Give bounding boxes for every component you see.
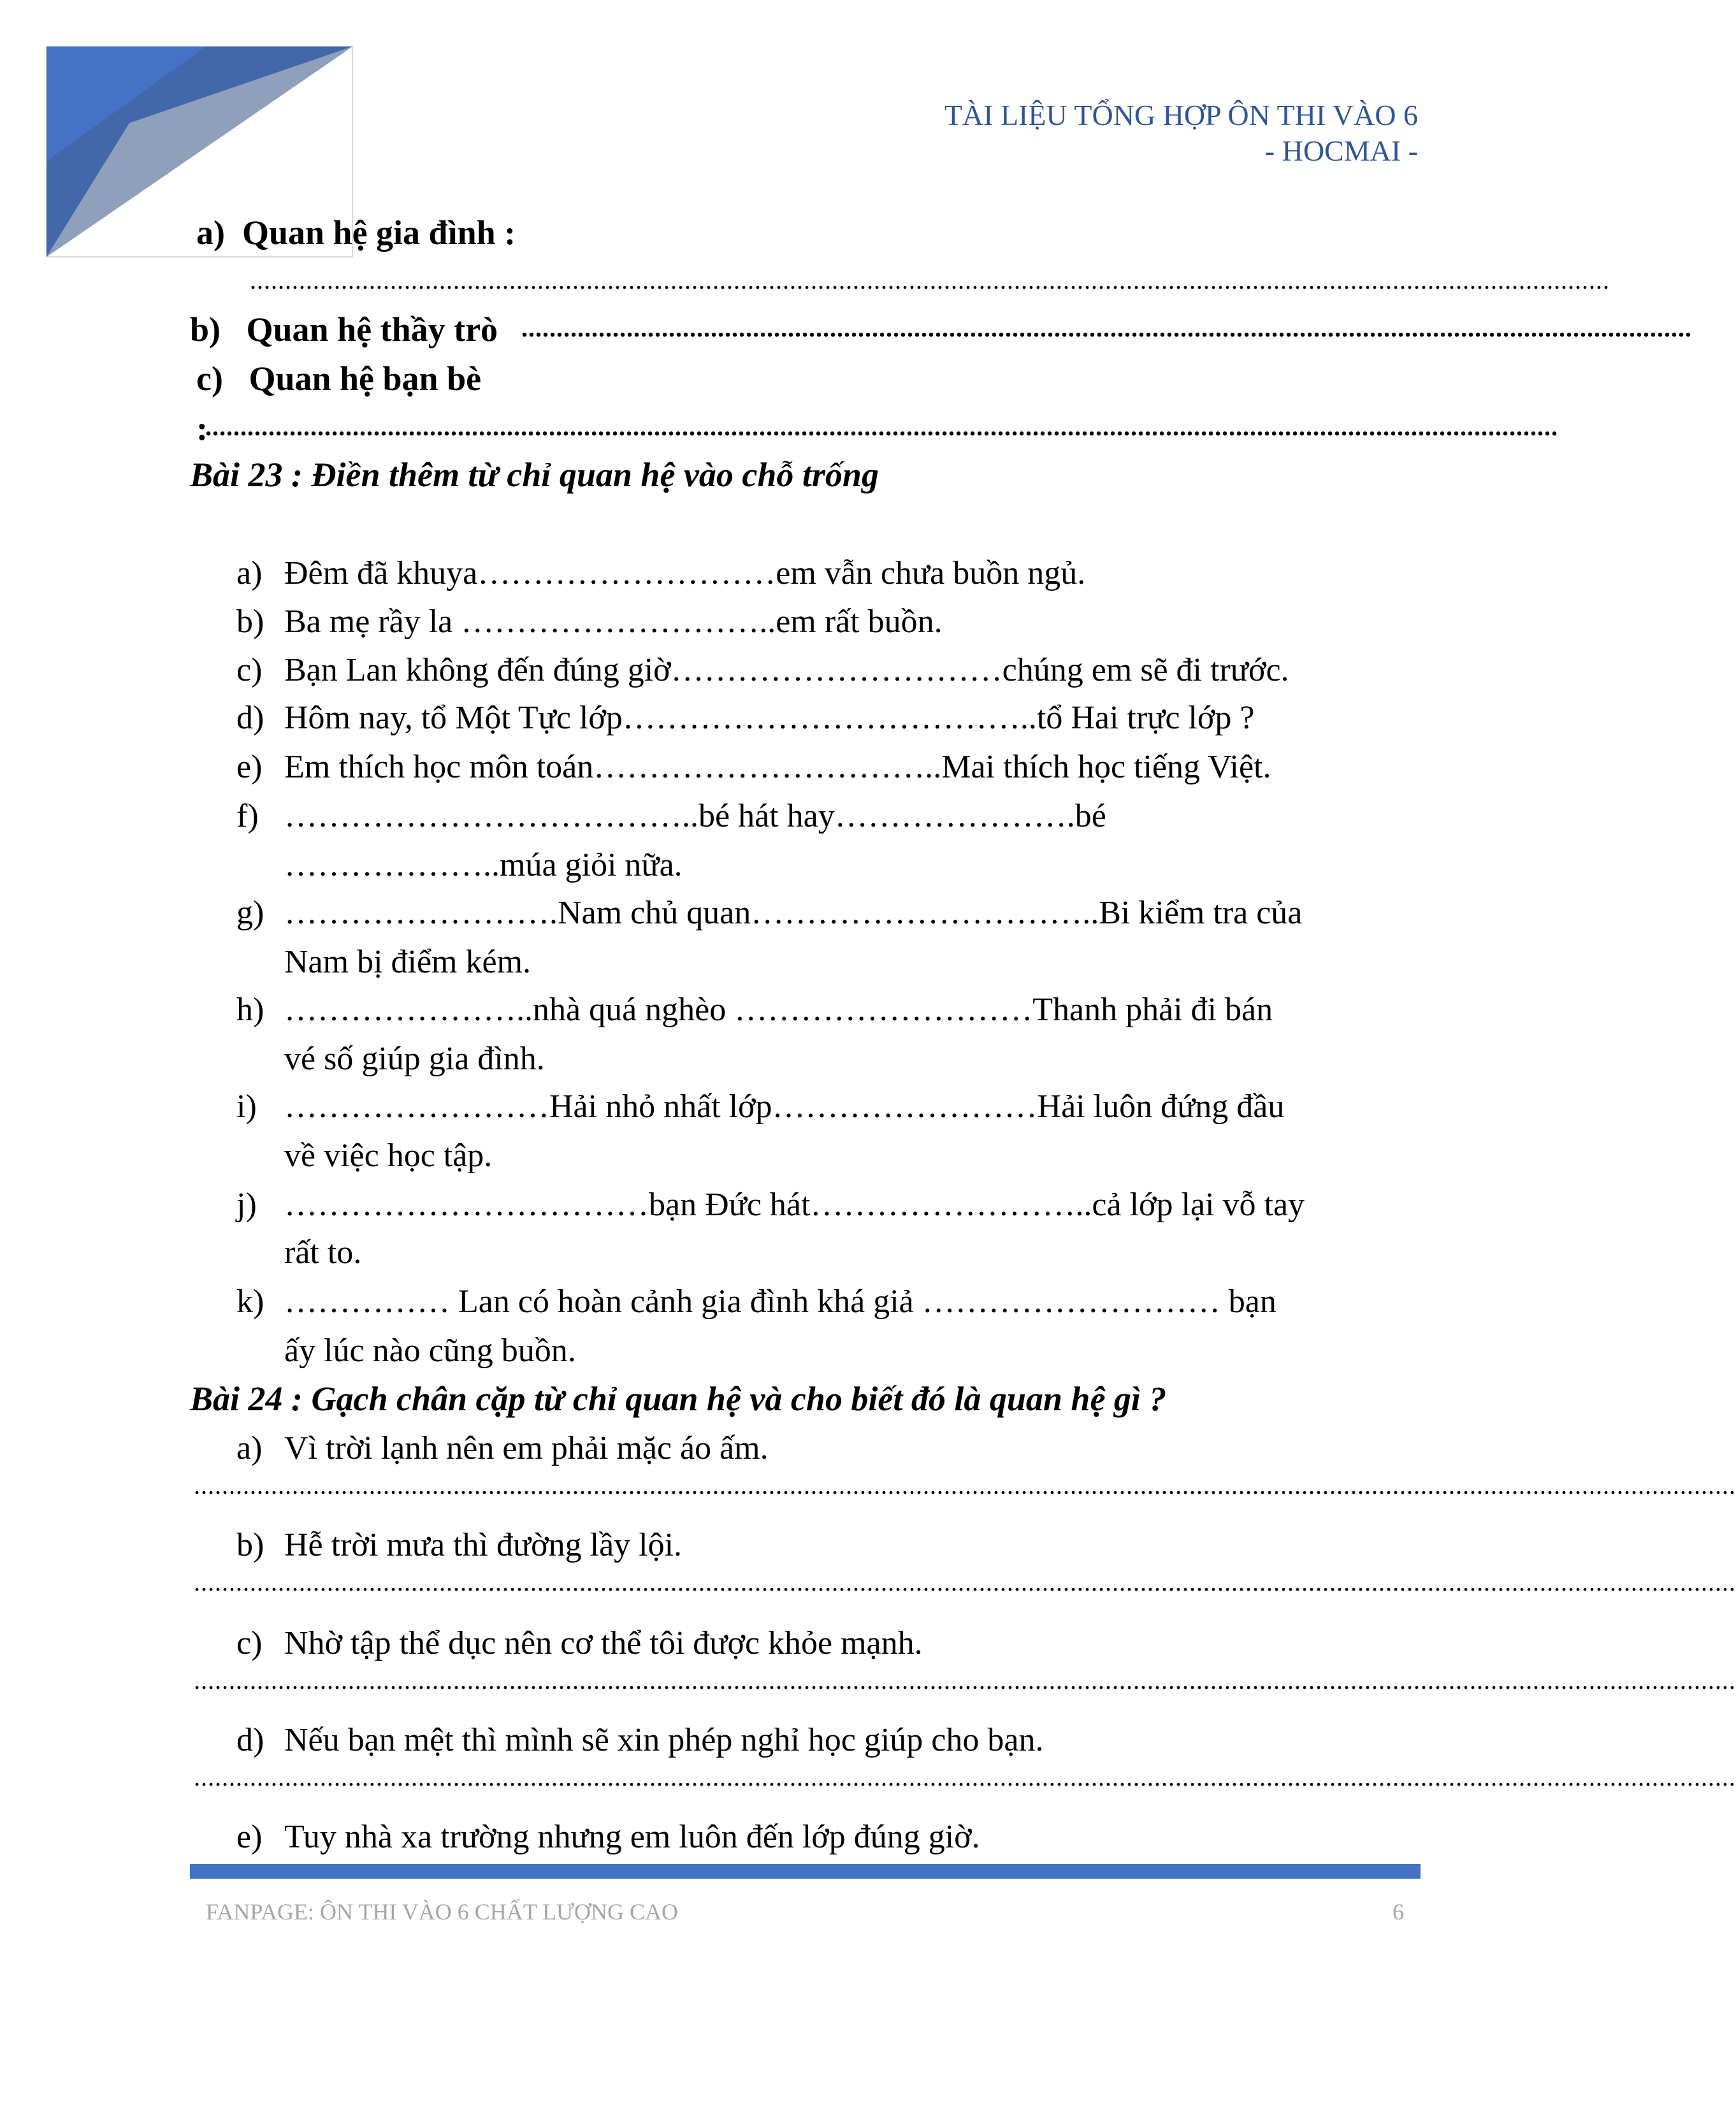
item-label: d) (236, 700, 264, 736)
item-text: …………… Lan có hoàn cảnh gia đình khá giả ……………………… bạn (284, 1283, 1277, 1320)
item-label: f) (236, 798, 259, 834)
item-text: Ba mẹ rầy la ………………………..em rất buồn. (284, 603, 943, 640)
answer-line: .................................................................................................................................................................................................. (250, 266, 1610, 294)
item-label: b) (236, 603, 264, 640)
exercise-23-title: Bài 23 : Điền thêm từ chỉ quan hệ vào chỗ trống (190, 456, 879, 494)
item-a-family (196, 215, 516, 250)
answer-line: ............................................................................................................................................................................................................................ (194, 1763, 1736, 1791)
item-label: j) (236, 1187, 257, 1223)
item-text: Tuy nhà xa trường nhưng em luôn đến lớp đúng giờ. (284, 1819, 980, 1855)
answer-line: ................................................................................................................................................................................................. (205, 412, 1558, 441)
item-text: Vì trời lạnh nên em phải mặc áo ấm. (284, 1430, 769, 1466)
answer-line: ............................................................................................................................................................................................................................ (194, 1471, 1736, 1500)
item-text: Nam bị điểm kém. (284, 944, 532, 980)
footer-fanpage: FANPAGE: ÔN THI VÀO 6 CHẤT LƯỢNG CAO (206, 1899, 678, 1925)
item-label: e) (236, 1819, 263, 1855)
item-text: Nhờ tập thể dục nên cơ thể tôi được khỏe mạnh. (284, 1625, 923, 1661)
item-text: ……………………………bạn Đức hát……………………..cả lớp lại vỗ tay (284, 1187, 1305, 1223)
item-label: a) (236, 555, 263, 591)
item-label: c) (236, 1625, 263, 1661)
text: Quan hệ bạn bè (249, 359, 482, 398)
text: Quan hệ thầy trò (246, 310, 498, 349)
item-label: k) (236, 1283, 264, 1320)
item-text: ấy lúc nào cũng buồn. (284, 1333, 576, 1369)
label: b) (190, 310, 221, 349)
item-text: về việc học tập. (284, 1138, 493, 1174)
item-text: ……………………Hải nhỏ nhất lớp……………………Hải luôn đứng đầu (284, 1088, 1285, 1125)
item-b-teacher (190, 312, 498, 347)
label: c) (196, 359, 223, 398)
item-text: …………………..nhà quá nghèo ………………………Thanh phải đi bán (284, 992, 1273, 1028)
item-label: a) (236, 1430, 263, 1466)
text: Quan hệ gia đình : (242, 213, 516, 252)
item-label: h) (236, 992, 264, 1028)
item-text: Nếu bạn mệt thì mình sẽ xin phép nghỉ học giúp cho bạn. (284, 1722, 1044, 1758)
item-text: Em thích học môn toán…………………………..Mai thích học tiếng Việt. (284, 749, 1271, 785)
item-label: e) (236, 749, 263, 785)
item-label: c) (236, 652, 263, 688)
label: a) (196, 213, 225, 252)
item-text: rất to. (284, 1234, 362, 1271)
colon: : (196, 409, 208, 447)
page-number: 6 (1392, 1899, 1404, 1925)
item-text: Bạn Lan không đến đúng giờ…………………………chúng em sẽ đi trước. (284, 652, 1289, 688)
exercise-24-title: Bài 24 : Gạch chân cặp từ chỉ quan hệ và cho biết đó là quan hệ gì ? (190, 1380, 1167, 1418)
item-label: i) (236, 1088, 257, 1125)
item-label: b) (236, 1527, 264, 1563)
item-text: Hôm nay, tổ Một Tực lớp………………………………..tổ Hai trực lớp ? (284, 700, 1255, 736)
header-title: TÀI LIỆU TỔNG HỢP ÔN THI VÀO 6 (944, 99, 1418, 131)
item-text: Hễ trời mưa thì đường lầy lội. (284, 1527, 683, 1563)
item-c-friends (196, 361, 481, 396)
item-label: g) (236, 895, 264, 931)
answer-line: ............................................................................................................................................................................................................................ (194, 1568, 1736, 1596)
answer-line: ............................................................................................................................................................................................................................ (194, 1666, 1736, 1695)
item-text: ………………………………..bé hát hay………………….bé (284, 798, 1106, 834)
item-text: ………………..múa giỏi nữa. (284, 847, 683, 883)
item-text: …………………….Nam chủ quan…………………………..Bi kiểm tra của (284, 895, 1303, 931)
answer-line: ....................................................................................................................................................................... (521, 314, 1692, 342)
item-text: Đêm đã khuya………………………em vẫn chưa buồn ngủ. (284, 555, 1086, 591)
footer-bar (190, 1864, 1421, 1879)
item-label: d) (236, 1722, 264, 1758)
header-subtitle: - HOCMAI - (1264, 134, 1418, 167)
item-text: vé số giúp gia đình. (284, 1041, 545, 1077)
